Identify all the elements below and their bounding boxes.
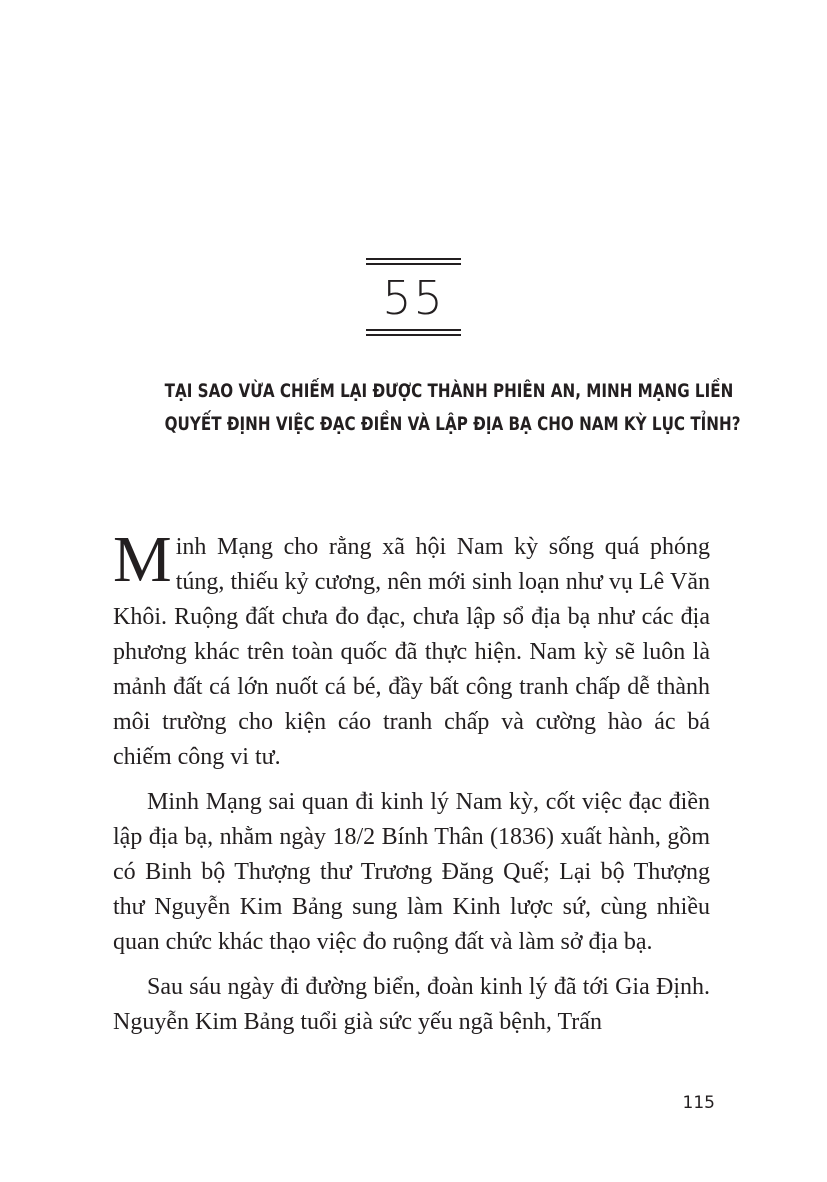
bottom-rule-1 bbox=[366, 329, 461, 331]
chapter-title-line: QUYẾT ĐỊNH VIỆC ĐẠC ĐIỀN VÀ LẬP ĐỊA BẠ CHO NAM KỲ LỤC TỈNH? bbox=[164, 414, 741, 435]
chapter-heading-block bbox=[366, 258, 461, 336]
paragraph-text: inh Mạng cho rằng xã hội Nam kỳ sống quá phóng túng, thiếu kỷ cương, nên mới sinh loạn như vụ Lê Văn Khôi. Ruộng đất chưa đo đạc, chưa lập sổ địa bạ như các địa phương khác trên toàn quốc đã thực hiện. Nam kỳ sẽ luôn là mảnh đất cá lớn nuốt cá bé, đầy bất công tranh chấp dễ thành môi trường cho kiện cáo tranh chấp và cường hào ác bá chiếm công vi tư. bbox=[113, 534, 710, 770]
paragraph: Sau sáu ngày đi đường biển, đoàn kinh lý đã tới Gia Định. Nguyễn Kim Bảng tuổi già sức yếu ngã bệnh, Trấn bbox=[113, 974, 710, 1035]
bottom-rule-2 bbox=[366, 334, 461, 336]
body-text bbox=[113, 523, 710, 1050]
page-number: 115 bbox=[682, 1093, 715, 1113]
top-rule-2 bbox=[366, 263, 461, 265]
chapter-title bbox=[164, 375, 741, 441]
chapter-number: 55 bbox=[382, 271, 445, 325]
paragraph bbox=[113, 523, 710, 775]
paragraph: Minh Mạng sai quan đi kinh lý Nam kỳ, cốt việc đạc điền lập địa bạ, nhằm ngày 18/2 Bính Thân (1836) xuất hành, gồm có Binh bộ Thượng thư Trương Đăng Quế; Lại bộ Thượng thư Nguyễn Kim Bảng sung làm Kinh lược sứ, cùng nhiều quan chức khác thạo việc đo ruộng đất và làm sở địa bạ. bbox=[113, 789, 710, 955]
top-rule-1 bbox=[366, 258, 461, 260]
chapter-title-line: TẠI SAO VỪA CHIẾM LẠI ĐƯỢC THÀNH PHIÊN AN, MINH MẠNG LIỀN bbox=[164, 381, 734, 402]
drop-cap: M bbox=[113, 523, 172, 596]
